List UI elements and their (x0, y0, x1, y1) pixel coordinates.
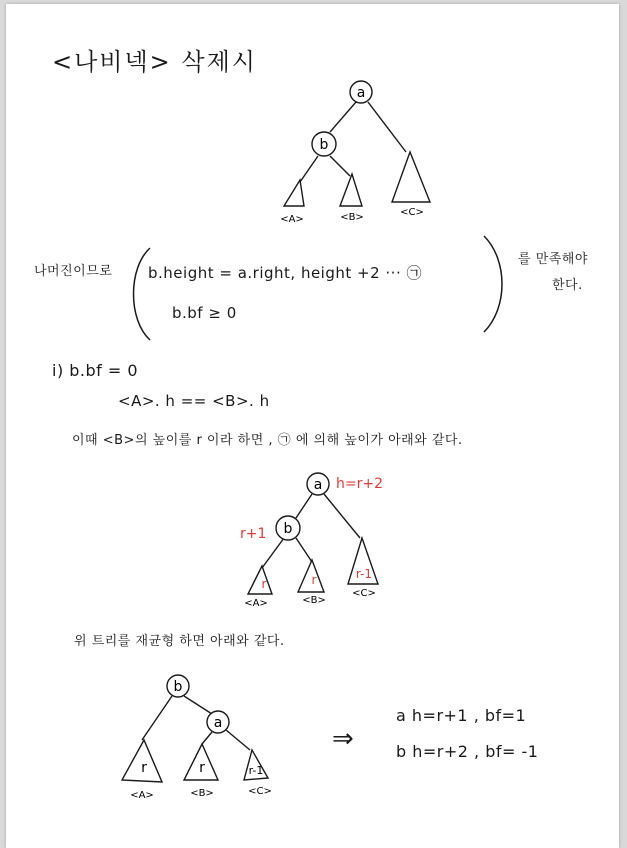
tree3-node-b-label: b (173, 679, 183, 695)
tree3-subtree-C-height: r-1 (248, 764, 264, 777)
tree3-node-a-label: a (213, 715, 223, 731)
condition-line1: b.height = a.right, height +2 ··· ㉠ (148, 264, 422, 282)
tree2-node-b-label: b (283, 521, 293, 537)
tree2-subtree-B-height: r (311, 573, 317, 587)
condition-suffix1: 를 만족해야 (518, 252, 588, 267)
tree1-label-C: <C> (400, 207, 424, 218)
tree2-label-C: <C> (352, 588, 376, 599)
case1-equation: <A>. h == <B>. h (118, 392, 270, 410)
note-title: <나비넥> 삭제시 (52, 48, 257, 76)
condition-prefix: 나머진이므로 (34, 264, 113, 279)
tree3-subtree-B-height: r (199, 760, 205, 776)
result-arrow: ⇒ (332, 724, 355, 754)
tree3-subtree-A-height: r (141, 760, 147, 776)
tree1-node-b-label: b (319, 137, 329, 153)
tree1-label-B: <B> (340, 212, 364, 223)
result-line2: b h=r+2 , bf= -1 (396, 742, 539, 761)
tree1-label-A: <A> (280, 214, 304, 225)
condition-suffix2: 한다. (552, 278, 583, 293)
tree2-label-A: <A> (244, 598, 268, 609)
condition-line2: b.bf ≥ 0 (172, 304, 237, 322)
tree3-label-A: <A> (130, 790, 154, 801)
condition-left-paren (124, 244, 154, 344)
tree3-label-B: <B> (190, 788, 214, 799)
tree2-b-height: r+1 (240, 526, 267, 542)
result-line1: a h=r+1 , bf=1 (396, 706, 527, 725)
case1-header: i) b.bf = 0 (52, 361, 139, 380)
tree1-diagram (266, 74, 466, 234)
tree2-diagram (226, 472, 426, 612)
tree1-subtree-B (340, 174, 362, 206)
note-page (6, 4, 619, 848)
rebalance-text: 위 트리를 재균형 하면 아래와 같다. (74, 634, 285, 649)
tree1-node-a-label: a (356, 85, 366, 101)
tree2-node-a-label: a (313, 477, 323, 493)
tree2-subtree-C-height: r-1 (355, 567, 373, 581)
tree1-subtree-C (392, 152, 430, 202)
condition-right-paren (480, 232, 510, 336)
tree2-a-height: h=r+2 (336, 476, 383, 492)
tree2-label-B: <B> (302, 595, 326, 606)
tree3-diagram (106, 670, 306, 810)
tree3-label-C: <C> (248, 786, 272, 797)
tree2-subtree-A-height: r (261, 577, 267, 591)
tree2-subtree-A (248, 566, 272, 594)
tree1-subtree-A (284, 180, 304, 206)
case1-description: 이때 <B>의 높이를 r 이라 하면 , ㉠ 에 의해 높이가 아래와 같다. (72, 433, 463, 448)
